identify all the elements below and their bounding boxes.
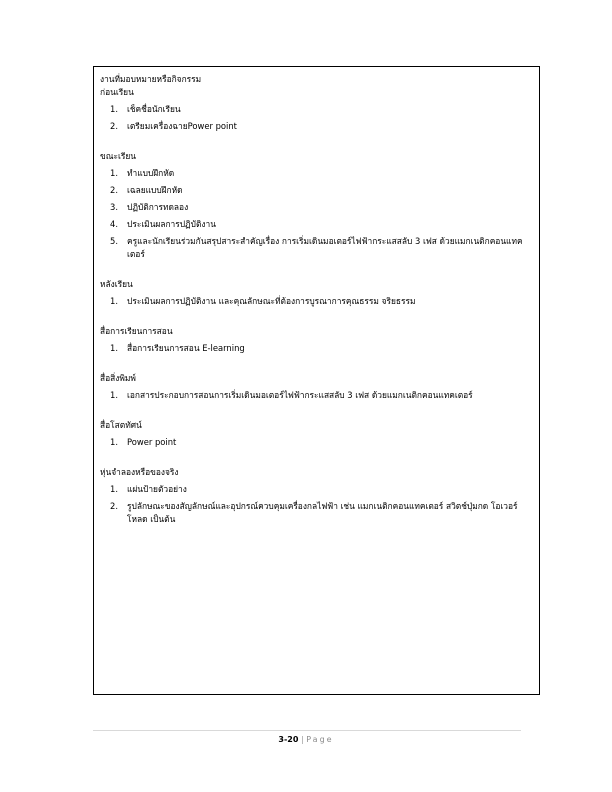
list-item-text: เช็คชื่อนักเรียน: [127, 104, 181, 114]
list-item-number: 2.: [110, 121, 118, 131]
models-heading: หุ่นจำลองหรือของจริง: [100, 467, 179, 477]
after-class-list: [100, 295, 531, 308]
list-item: [100, 218, 531, 231]
list-item-text: ประเมินผลการปฏิบัติงาน และคุณลักษณะที่ต้องการบูรณาการคุณธรรม จริยธรรม: [127, 296, 416, 306]
during-class-heading: ขณะเรียน: [100, 151, 136, 161]
list-item-number: 2.: [110, 501, 118, 511]
list-item-text: เฉลยแบบฝึกหัด: [127, 185, 183, 195]
list-item: [100, 184, 531, 197]
list-item-text: แผ่นป้ายตัวอย่าง: [127, 484, 187, 494]
list-item: [100, 201, 531, 214]
list-item: [100, 167, 531, 180]
list-item-number: 2.: [110, 185, 118, 195]
page-footer: [0, 735, 612, 745]
list-item-text: ทำแบบฝึกหัด: [127, 168, 175, 178]
footer-divider: [93, 730, 521, 731]
list-item-text: สื่อการเรียนการสอน E-learning: [127, 343, 245, 353]
list-item-number: 1.: [110, 484, 118, 494]
before-class-list: [100, 103, 531, 133]
lesson-activities-box: [93, 66, 540, 695]
after-class-heading: หลังเรียน: [100, 279, 133, 289]
list-item: [100, 500, 531, 526]
page-number: 3-20: [278, 735, 299, 744]
list-item-number: 4.: [110, 219, 118, 229]
list-item-number: 1.: [110, 296, 118, 306]
page-label: Page: [306, 735, 334, 744]
assignment-title: งานที่มอบหมายหรือกิจกรรม: [100, 74, 202, 84]
list-item: [100, 295, 531, 308]
print-media-heading: สื่อสิ่งพิมพ์: [100, 373, 136, 383]
audio-visual-heading: สื่อโสตทัศน์: [100, 420, 142, 430]
during-class-list: [100, 167, 531, 261]
list-item-text: รูปลักษณะของสัญลักษณ์และอุปกรณ์ควบคุมเครื่องกลไฟฟ้า เช่น แมกเนติกคอนแทคเตอร์ สวิตช์ปุ่มกด โอเวอร์โหลด เป็นต้น: [127, 501, 518, 524]
list-item-number: 1.: [110, 390, 118, 400]
list-item-text: Power point: [127, 437, 177, 447]
teaching-media-list: [100, 342, 531, 355]
list-item-number: 5.: [110, 236, 118, 246]
list-item: [100, 436, 531, 449]
list-item: [100, 483, 531, 496]
audio-visual-list: [100, 436, 531, 449]
list-item-number: 1.: [110, 104, 118, 114]
teaching-media-heading: สื่อการเรียนการสอน: [100, 326, 173, 336]
list-item-number: 1.: [110, 437, 118, 447]
list-item: [100, 235, 531, 261]
list-item: [100, 342, 531, 355]
list-item: [100, 389, 531, 402]
list-item-text: เตรียมเครื่องฉายPower point: [127, 121, 237, 131]
list-item-text: เอกสารประกอบการสอนการเริ่มเดินมอเตอร์ไฟฟ้ากระแสสลับ 3 เฟส ด้วยแมกเนติกคอนแทคเตอร์: [127, 390, 473, 400]
footer-separator: |: [300, 735, 304, 744]
list-item-text: ปฏิบัติการทดลอง: [127, 202, 189, 212]
print-media-list: [100, 389, 531, 402]
models-list: [100, 483, 531, 526]
list-item-text: ครูและนักเรียนร่วมกันสรุปสาระสำคัญเรื่อง การเริ่มเดินมอเตอร์ไฟฟ้ากระแสสลับ 3 เฟส ด้วยแมกเนติกคอนแทคเตอร์: [127, 236, 523, 259]
list-item-number: 1.: [110, 343, 118, 353]
list-item: [100, 120, 531, 133]
before-class-heading: ก่อนเรียน: [100, 87, 134, 97]
list-item-number: 1.: [110, 168, 118, 178]
list-item-text: ประเมินผลการปฏิบัติงาน: [127, 219, 216, 229]
list-item: [100, 103, 531, 116]
list-item-number: 3.: [110, 202, 118, 212]
